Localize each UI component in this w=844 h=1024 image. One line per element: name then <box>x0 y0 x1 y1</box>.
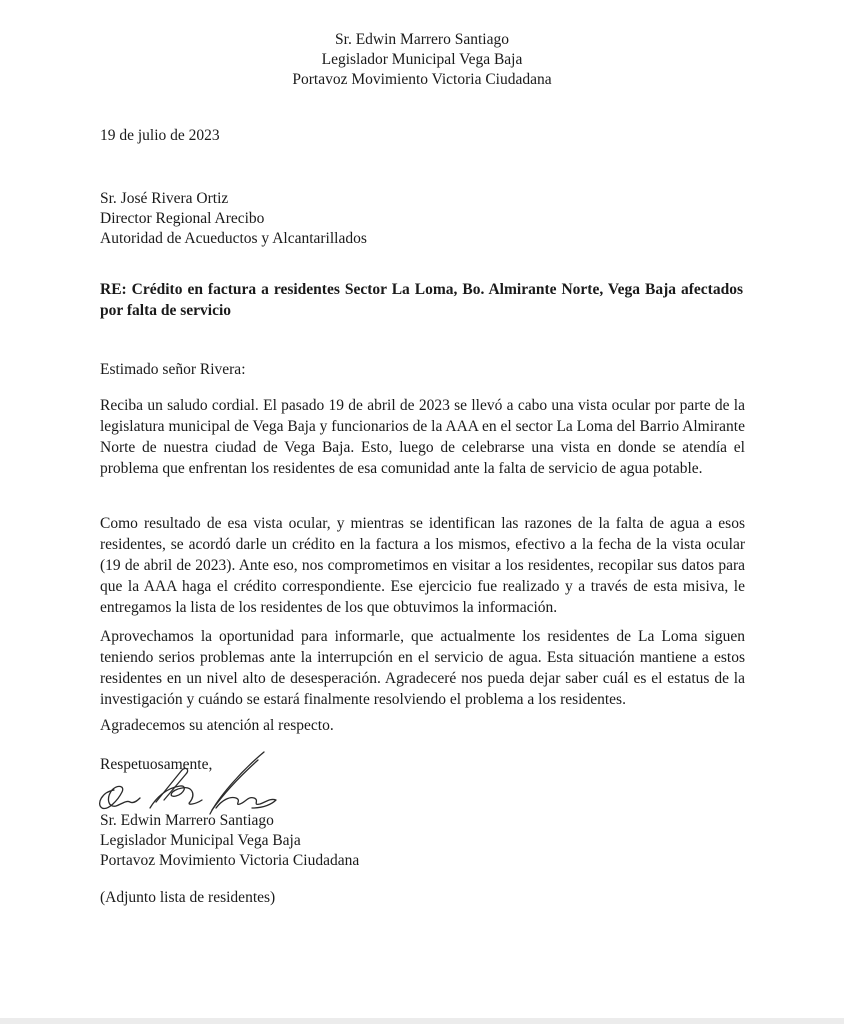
signer-title: Legislador Municipal Vega Baja <box>100 832 301 849</box>
signature-block <box>100 811 359 871</box>
handwritten-signature <box>92 748 282 816</box>
letterhead-name: Sr. Edwin Marrero Santiago <box>335 31 509 48</box>
greeting: Estimado señor Rivera: <box>100 361 246 378</box>
recipient-title: Director Regional Arecibo <box>100 210 265 227</box>
recipient-name: Sr. José Rivera Ortiz <box>100 190 229 207</box>
body-paragraph-2: Como resultado de esa vista ocular, y mientras se identifican las razones de la falta de agua a esos residentes, se acordó darle un crédito en la factura a los mismos, efectivo a la fecha de la vista ocular (19 de abril de 2023). Ante eso, nos comprometimos en visitar a los residentes, recopilar sus datos para que la AAA haga el crédito correspondiente. Ese ejercicio fue realizado y a través de esta misiva, le entregamos la lista de los residentes de los que obtuvimos la información. <box>100 515 745 616</box>
body-paragraph-3: Aprovechamos la oportunidad para informarle, que actualmente los residentes de La Loma siguen teniendo serios problemas ante la interrupción en el servicio de agua. Esta situación mantiene a estos residentes en un nivel alto de desesperación. Agradeceré nos pueda dejar saber cuál es el estatus de la investigación y cuándo se estará finalmente resolviendo el problema a los residentes. <box>100 628 745 708</box>
letterhead-role: Portavoz Movimiento Victoria Ciudadana <box>292 71 552 88</box>
body-paragraph-1: Reciba un saludo cordial. El pasado 19 de abril de 2023 se llevó a cabo una vista ocular por parte de la legislatura municipal de Vega Baja y funcionarios de la AAA en el sector La Loma del Barrio Almirante Norte de nuestra ciudad de Vega Baja. Esto, luego de celebrarse una vista en donde se atendía el problema que enfrentan los residentes de esa comunidad ante la falta de servicio de agua potable. <box>100 397 745 477</box>
letterhead-title: Legislador Municipal Vega Baja <box>321 51 523 68</box>
signer-role: Portavoz Movimiento Victoria Ciudadana <box>100 852 360 869</box>
recipient-organization: Autoridad de Acueductos y Alcantarillados <box>100 230 367 247</box>
letter-date: 19 de julio de 2023 <box>100 127 220 144</box>
subject-line: RE: Crédito en factura a residentes Sector La Loma, Bo. Almirante Norte, Vega Baja afectados por falta de servicio <box>100 281 743 319</box>
closing-thanks: Agradecemos su atención al respecto. <box>100 717 334 734</box>
recipient-block <box>100 189 367 249</box>
letterhead <box>0 30 844 90</box>
attachment-note: (Adjunto lista de residentes) <box>100 889 276 906</box>
signer-name: Sr. Edwin Marrero Santiago <box>100 812 274 829</box>
page-bottom-edge <box>0 1018 844 1024</box>
closing: Respetuosamente, <box>100 756 213 773</box>
